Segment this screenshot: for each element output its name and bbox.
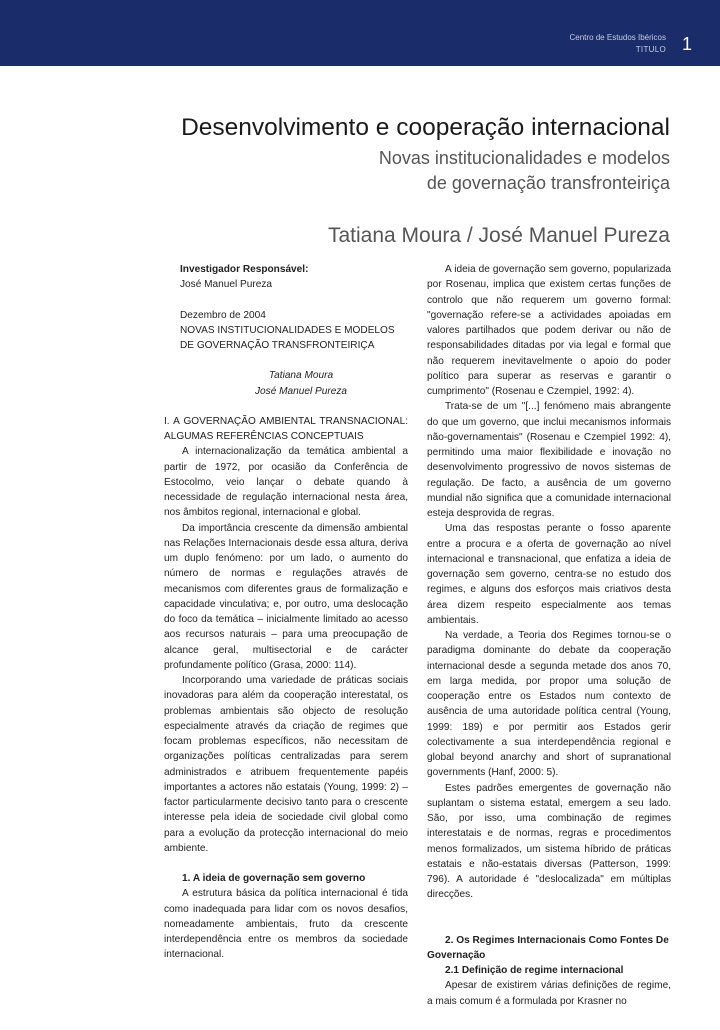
page-number: 1 [682, 34, 693, 54]
investigator-name: José Manuel Pureza [180, 279, 273, 291]
section-1-heading: I. A GOVERNAÇÃO AMBIENTAL TRANSNACIONAL: ALGUMAS REFERÊNCIAS CONCEPTUAIS [164, 415, 408, 442]
byline-author-1: Tatiana Moura [268, 370, 334, 382]
paragraph: A ideia de governação sem governo, popularizada por Rosenau, implica que existem certas funções de controlo que não requerem um governo formal: "governação refere-se a actividades apoiadas em valores partilhados que podem derivar ou não de responsabilidades ditadas por via legal e formal que não requerem inevitavelmente o apoio do poder político para superar as reservas e garantir o cumprimento" (Rosenau e Czempiel, 1992: 4). [427, 264, 671, 397]
byline-author-2: José Manuel Pureza [254, 385, 348, 397]
investigator-label: Investigador Responsável: [180, 264, 309, 275]
right-column [427, 262, 671, 1009]
header-running-title: TITULO [635, 45, 666, 54]
subtitle-line-2: de governação transfronteiriça [426, 173, 670, 193]
paragraph: Apesar de existirem várias definições de regime, a mais comum é a formulada por Krasner no [427, 980, 671, 1007]
left-column [164, 262, 408, 963]
project-title-line-1: NOVAS INSTITUCIONALIDADES E MODELOS [180, 324, 395, 336]
project-title-line-2: DE GOVERNAÇÃO TRANSFRONTEIRIÇA [180, 340, 375, 351]
section-2-heading: 2. Os Regimes Internacionais Como Fontes De Governação [427, 934, 669, 961]
document-title: Desenvolvimento e cooperação internacional [181, 114, 670, 141]
paragraph: A internacionalização da temática ambiental a partir de 1972, por ocasião da Conferência de Estocolmo, veio lançar o debate quando à necessidade de regulação internacional nesta área, nos âmbitos regional, internacional e global. [164, 446, 408, 519]
paragraph: Da importância crescente da dimensão ambiental nas Relações Internacionais desde essa altura, deriva um duplo fenómeno: por um lado, o aumento do número de normas e regulações através de mecanismos com diferentes graus de formalização e capacidade vinculativa; e, por outro, uma deslocação do foco da temática – inicialmente limitado ao acesso aos recursos naturais – para uma preocupação de alcance geral, multisectorial e de carácter profundamente político (Grasa, 2000: 114). [164, 522, 408, 671]
subtitle-line-1: Novas institucionalidades e modelos [378, 148, 670, 168]
subsection-2-1-heading: 2.1 Definição de regime internacional [445, 965, 624, 976]
header-bar [0, 0, 720, 66]
document-authors: Tatiana Moura / José Manuel Pureza [327, 224, 670, 247]
subsection-1-heading: 1. A ideia de governação sem governo [182, 873, 366, 884]
paragraph: Estes padrões emergentes de governação não suplantam o sistema estatal, emergem a seu lado. São, por isso, uma combinação de regimes interestatais e de normas, regras e procedimentos menos formalizados, um sistema híbrido de práticas estatais e não-estatais diversas (Patterson, 1999: 796). A autoridade é "deslocalizada" em múltiplas direcções. [427, 782, 671, 901]
document-subtitle [379, 146, 670, 196]
report-date: Dezembro de 2004 [180, 309, 266, 321]
paragraph: Incorporando uma variedade de práticas sociais inovadoras para além da cooperação interestatal, os problemas ambientais são objecto de resolução especialmente através da criação de regimes que focam problemas específicos, não necessitam de organizações políticas centralizadas para serem administrados e atribuem frequentemente papéis importantes a actores não estatais (Young, 1999: 2) – factor particularmente decisivo tanto para o crescente interesse pela ideia de sociedade civil global como para a evolução da protecção internacional do meio ambiente. [164, 675, 408, 854]
paragraph: A estrutura básica da política internacional é tida como inadequada para lidar com os novos desafios, nomeadamente ambientais, fruto da crescente interdependência entre os membros da sociedade internacional. [164, 888, 408, 961]
paragraph: Uma das respostas perante o fosso aparente entre a procura e a oferta de governação ao nível internacional e transnacional, que enfatiza a ideia de governação sem governo, centra-se no estudo dos regimes, e alguns dos esforços mais criativos desta área dizem respeito especialmente aos temas ambientais. [427, 523, 671, 626]
paragraph: Trata-se de um "[...] fenómeno mais abrangente do que um governo, que inclui mecanismos informais não-governamentais" (Rosenau e Czempiel 1992: 4), permitindo uma maior flexibilidade e inovação no desenvolvimento progressivo de novos sistemas de regulação. De facto, a ausência de um governo mundial não significa que a comunidade internacional esteja desprovida de regras. [427, 401, 671, 519]
header-org: Centro de Estudos Ibéricos [569, 33, 666, 42]
paragraph: Na verdade, a Teoria dos Regimes tornou-se o paradigma dominante do debate da cooperação internacional desde a segunda metade dos anos 70, em larga medida, por propor uma solução de cooperação entre os Estados num contexto de ausência de uma autoridade política central (Young, 1999: 189) e por permitir aos Estados gerir colectivamente a sua interdependência regional e global beyond anarchy and short of supranational governments (Hanf, 2000: 5). [427, 630, 671, 779]
